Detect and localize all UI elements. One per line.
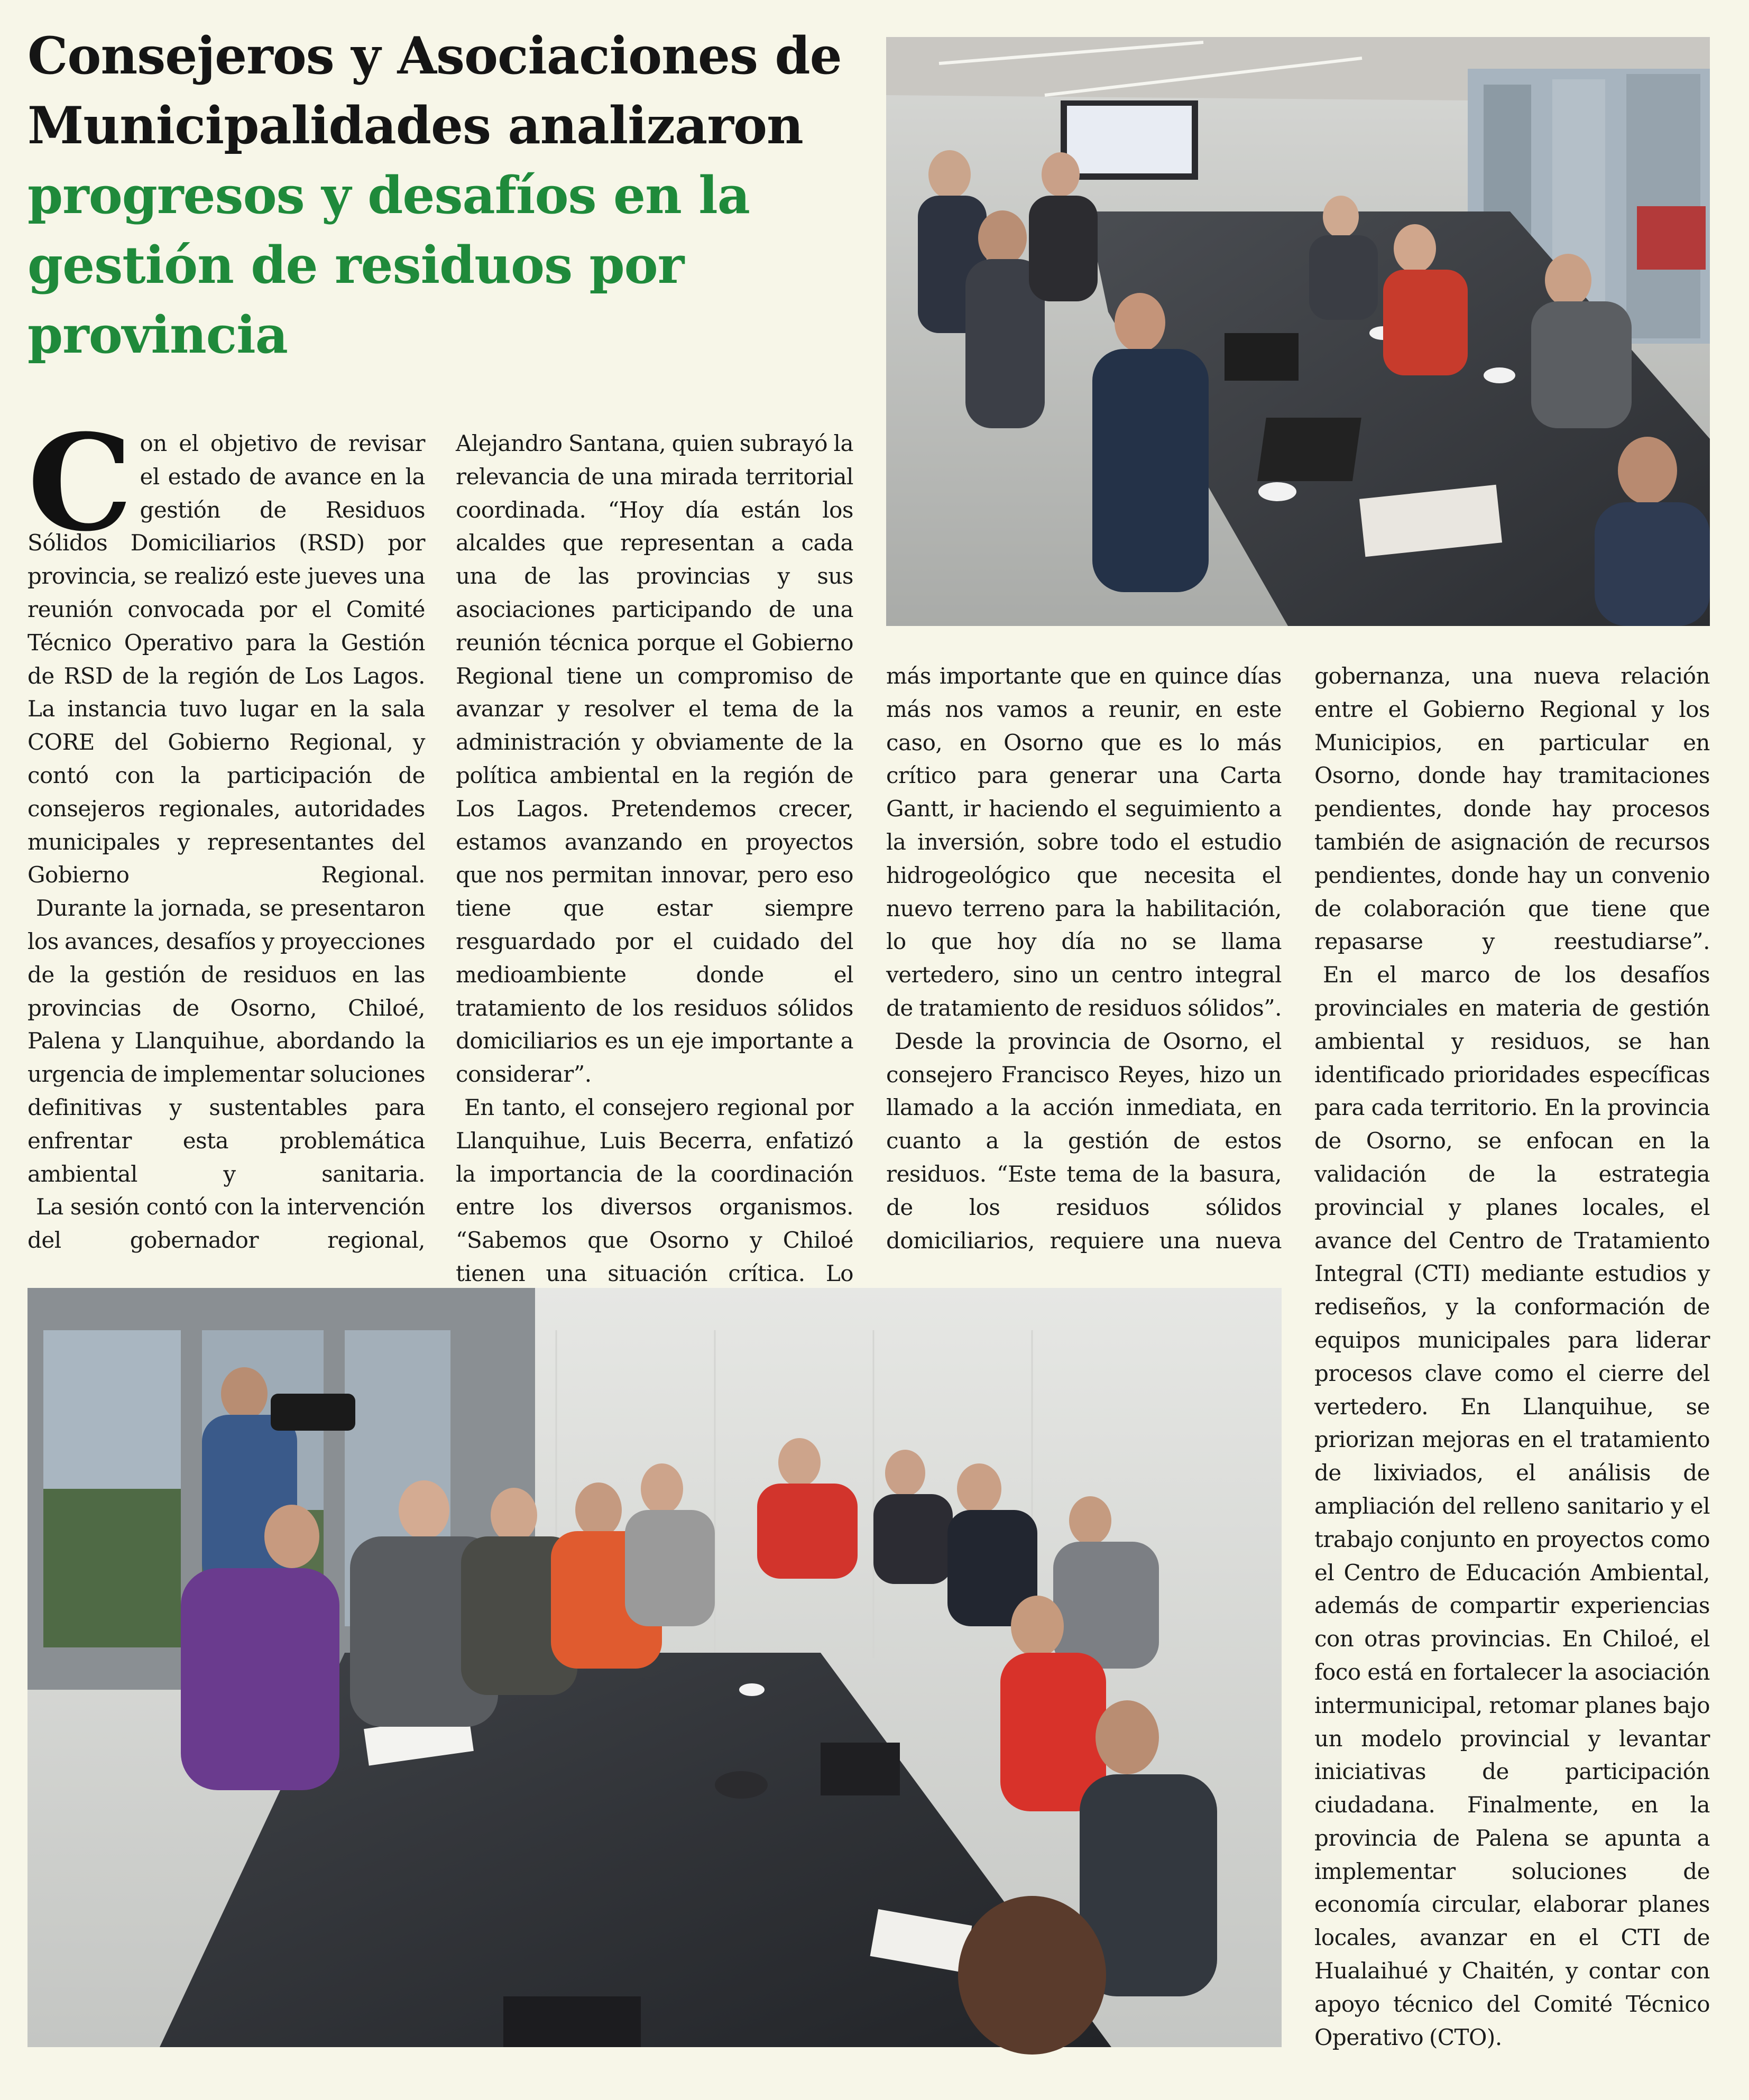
article-column-4	[1314, 660, 1710, 2087]
col1-paragraph-2: Durante la jornada, se presentaron los avances, desafíos y proyecciones de la gestión de residuos en las provincias de Osorno, Chiloé, Palena y Llanquihue, abordando la urgencia de implementar soluciones definitivas y sustentables para enfrentar esta problemática ambiental y sanitaria.	[27, 895, 425, 1187]
article-column-2	[456, 427, 853, 1286]
col1-paragraph-3: La sesión contó con la intervención del gobernador regional,	[27, 1194, 425, 1254]
col3-paragraph-2: Desde la provincia de Osorno, el consejero Francisco Reyes, hizo un llamado a la acción inmediata, en cuanto a la gestión de estos residuos. “Este tema de la basura, de los residuos sólidos domiciliarios, requiere una nueva	[886, 1028, 1282, 1254]
col2-paragraph-1: Alejandro Santana, quien subrayó la relevancia de una mirada territorial coordinada. “Hoy día están los alcaldes que representan a cada una de las provincias y sus asociaciones participando de una reunión técnica porque el Gobierno Regional tiene un compromiso de avanzar y resolver el tema de la administración y obviamente de la política ambiental en la región de Los Lagos. Pretendemos crecer, estamos avanzando en proyectos que nos permitan innovar, pero eso tiene que estar siempre resguardado por el cuidado del medioambiente donde el tratamiento de los residuos sólidos domiciliarios es un eje importante a considerar”.	[456, 430, 853, 1088]
headline-green: progresos y desafíos en la gestión de residuos por provincia	[27, 165, 750, 365]
col2-paragraph-2: En tanto, el consejero regional por Llanquihue, Luis Becerra, enfatizó la importancia de la coordinación entre los diversos organismos. “Sabemos que Osorno y Chiloé tienen una situación crítica. Lo	[456, 1094, 853, 1286]
headline	[27, 21, 873, 370]
article-column-3	[886, 660, 1282, 1252]
headline-dark: Consejeros y Asociaciones de Municipalidades analizaron	[27, 26, 842, 155]
col4-paragraph-1: gobernanza, una nueva relación entre el Gobierno Regional y los Municipios, en particular en Osorno, donde hay tramitaciones pendientes, donde hay procesos también de asignación de recursos pendientes, donde hay un convenio de colaboración que tiene que repasarse y reestudiarse”.	[1314, 663, 1710, 955]
drop-cap: C	[27, 405, 133, 560]
col1-paragraph-1: on el objetivo de revisar el estado de avance en la gestión de Residuos Sólidos Domiciliarios (RSD) por provincia, se realizó este jueves una reunión convocada por el Comité Técnico Operativo para la Gestión de RSD de la región de Los Lagos. La instancia tuvo lugar en la sala CORE del Gobierno Regional, y contó con la participación de consejeros regionales, autoridades municipales y representantes del Gobierno Regional.	[27, 430, 425, 888]
article-column-1	[27, 405, 425, 1254]
meeting-photo-bottom	[27, 1288, 1282, 2047]
meeting-photo-top	[886, 37, 1710, 626]
col3-paragraph-1: más importante que en quince días más nos vamos a reunir, en este caso, en Osorno que es lo más crítico para generar una Carta Gantt, ir haciendo el seguimiento a la inversión, sobre todo el estudio hidrogeológico que necesita el nuevo terreno para la habilitación, lo que hoy día no se llama vertedero, sino un centro integral de tratamiento de residuos sólidos”.	[886, 663, 1282, 1021]
col4-paragraph-2: En el marco de los desafíos provinciales en materia de gestión ambiental y residuos, se han identificado prioridades específicas para cada territorio. En la provincia de Osorno, se enfocan en la validación de la estrategia provincial y planes locales, el avance del Centro de Tratamiento Integral (CTI) mediante estudios y rediseños, y la conformación de equipos municipales para liderar procesos clave como el cierre del vertedero. En Llanquihue, se priorizan mejoras en el tratamiento de lixiviados, el análisis de ampliación del relleno sanitario y el trabajo conjunto en proyectos como el Centro de Educación Ambiental, además de compartir experiencias con otras provincias. En Chiloé, el foco está en fortalecer la asociación intermunicipal, retomar planes bajo un modelo provincial y levantar iniciativas de participación ciudadana. Finalmente, en la provincia de Palena se apunta a implementar soluciones de economía circular, elaborar planes locales, avanzar en el CTI de Hualaihué y Chaitén, y contar con apoyo técnico del Comité Técnico Operativo (CTO).	[1314, 962, 1710, 2050]
